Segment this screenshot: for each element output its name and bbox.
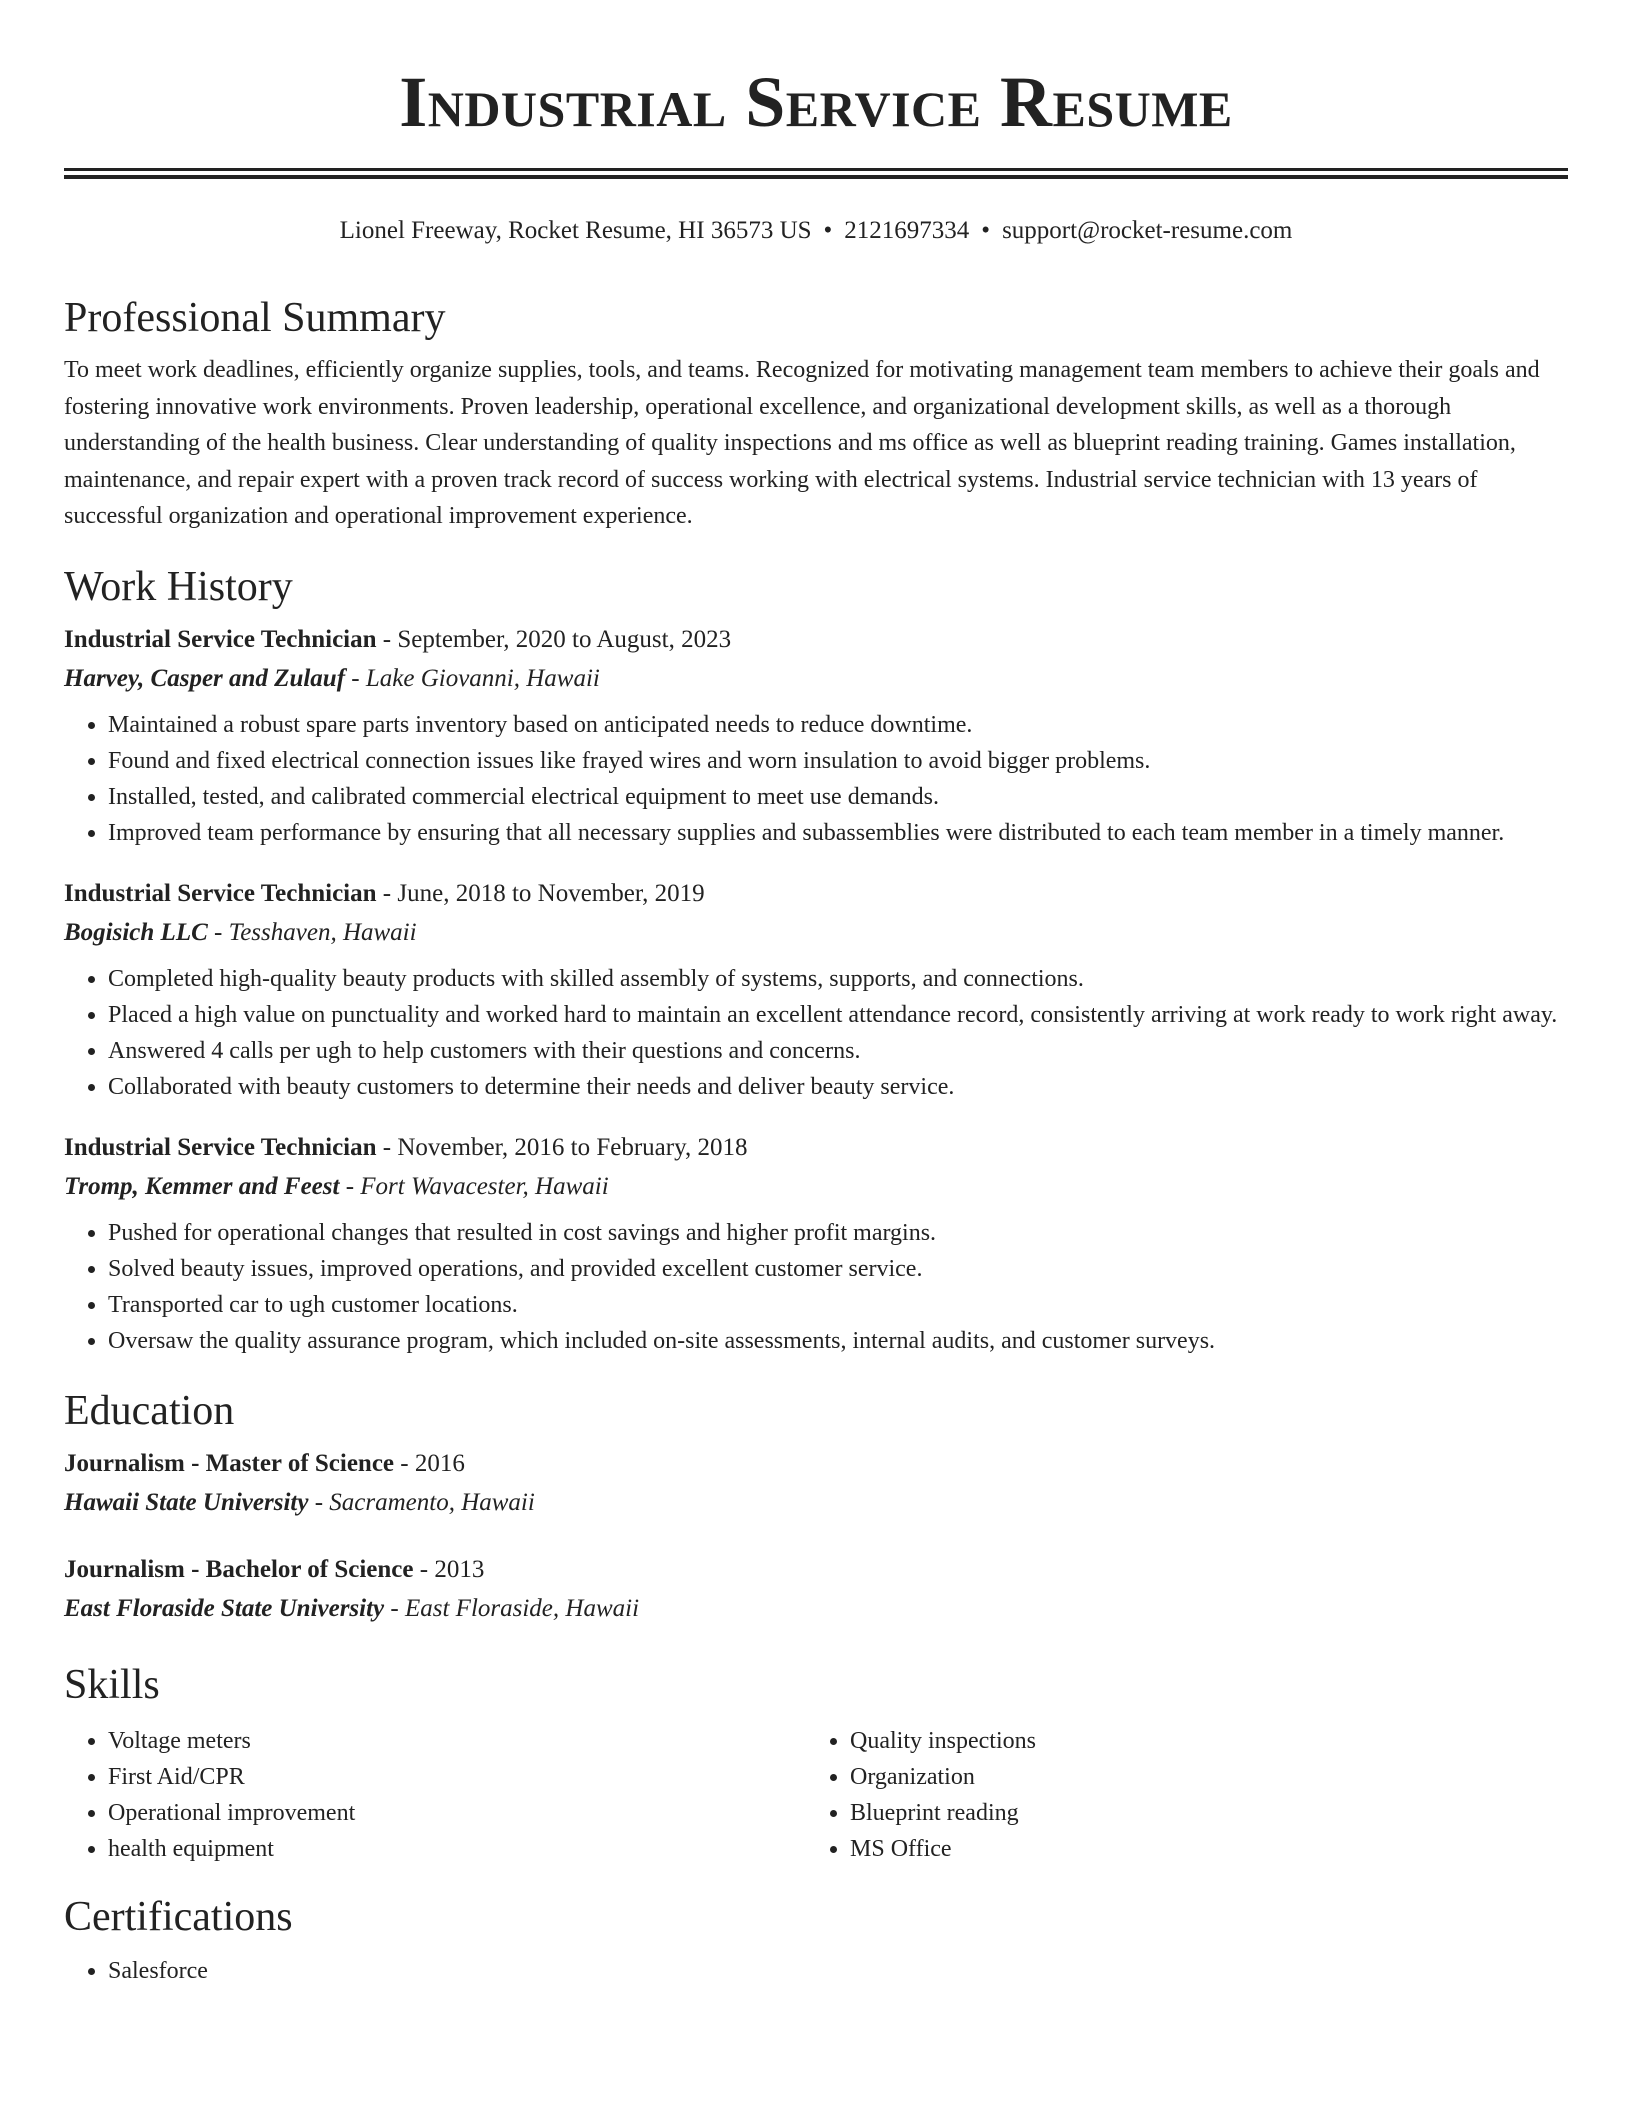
job-title: Industrial Service Technician <box>64 879 377 907</box>
degree-line <box>64 1551 1568 1589</box>
job-bullets <box>64 1215 1568 1359</box>
job-company-line <box>64 1167 1568 1207</box>
degree: Journalism - Master of Science <box>64 1449 395 1477</box>
skills-right-column <box>806 1723 1548 1867</box>
job-title: Industrial Service Technician <box>64 1133 377 1161</box>
education-heading: Education <box>64 1387 235 1434</box>
contact-phone: 2121697334 <box>844 217 970 244</box>
job-company-line <box>64 913 1568 953</box>
job-location: - Lake Giovanni, Hawaii <box>345 664 600 692</box>
job-location: - Fort Wavacester, Hawaii <box>339 1172 609 1200</box>
skill-item: • First Aid/CPR <box>108 1759 806 1795</box>
education-entry <box>64 1445 1568 1523</box>
certification-item: • Salesforce <box>108 1953 1568 1989</box>
job-bullet: • Oversaw the quality assurance program, which included on-site assessments, internal audits, and customer surveys. <box>108 1323 1568 1359</box>
contact-separator: • <box>823 217 833 244</box>
skills-columns <box>64 1719 1568 1867</box>
school-location: - East Floraside, Hawaii <box>384 1594 640 1622</box>
degree: Journalism - Bachelor of Science <box>64 1555 414 1583</box>
job-company: Tromp, Kemmer and Feest <box>64 1172 340 1200</box>
summary-heading: Professional Summary <box>64 295 446 341</box>
job-title-line <box>64 875 1568 913</box>
resume-content <box>64 290 1568 1989</box>
contact-address: Lionel Freeway, Rocket Resume, HI 36573 US <box>339 217 812 244</box>
contact-email: support@rocket-resume.com <box>1002 217 1293 244</box>
job-company: Harvey, Casper and Zulauf <box>64 664 346 692</box>
job-entry <box>64 875 1568 1105</box>
job-company: Bogisich LLC <box>64 918 208 946</box>
job-bullet: • Maintained a robust spare parts inventory based on anticipated needs to reduce downtime. <box>108 707 1568 743</box>
skill-item: • Operational improvement <box>108 1795 806 1831</box>
job-bullet: • Improved team performance by ensuring that all necessary supplies and subassemblies were distributed to each team member in a timely manner. <box>108 815 1568 851</box>
job-bullet: • Found and fixed electrical connection issues like frayed wires and worn insulation to avoid bigger problems. <box>108 743 1568 779</box>
job-dates: - November, 2016 to February, 2018 <box>376 1133 748 1161</box>
skill-item: • health equipment <box>108 1831 806 1867</box>
degree-year: - 2013 <box>413 1555 485 1583</box>
title-rule-top <box>64 168 1568 171</box>
skill-item: • MS Office <box>850 1831 1548 1867</box>
degree-line <box>64 1445 1568 1483</box>
job-title-line <box>64 1129 1568 1167</box>
job-bullet: • Solved beauty issues, improved operations, and provided excellent customer service. <box>108 1251 1568 1287</box>
summary-text: To meet work deadlines, efficiently organize supplies, tools, and teams. Recognized for motivating management team members to achieve their goals and fostering innovative work environments. Proven leadership, operational excellence, and organizational development skills, as well as a thorough understanding of the health business. Clear understanding of quality inspections and ms office as well as blueprint reading training. Games installation, maintenance, and repair expert with a proven track record of success working with electrical systems. Industrial service technician with 13 years of successful organization and operational improvement experience. <box>64 357 1540 529</box>
job-bullet: • Pushed for operational changes that resulted in cost savings and higher profit margins. <box>108 1215 1568 1251</box>
skills-left-column <box>64 1723 806 1867</box>
school-line <box>64 1483 1568 1523</box>
job-location: - Tesshaven, Hawaii <box>207 918 417 946</box>
contact-line <box>64 214 1568 248</box>
job-bullets <box>64 707 1568 851</box>
job-bullet: • Transported car to ugh customer locations. <box>108 1287 1568 1323</box>
job-bullet: • Completed high-quality beauty products with skilled assembly of systems, supports, and connections. <box>108 961 1568 997</box>
school: Hawaii State University <box>64 1488 309 1516</box>
school-line <box>64 1589 1568 1629</box>
skill-item: • Blueprint reading <box>850 1795 1548 1831</box>
job-title: Industrial Service Technician <box>64 625 377 653</box>
job-bullet: • Collaborated with beauty customers to determine their needs and deliver beauty service. <box>108 1069 1568 1105</box>
certifications-heading: Certifications <box>64 1893 293 1940</box>
job-dates: - September, 2020 to August, 2023 <box>376 625 732 653</box>
certifications-list <box>64 1953 1568 1989</box>
job-company-line <box>64 659 1568 699</box>
school: East Floraside State University <box>64 1594 385 1622</box>
job-bullets <box>64 961 1568 1105</box>
job-entry <box>64 621 1568 851</box>
page-title: Industrial Service Resume <box>399 62 1233 142</box>
title-rule-bottom <box>64 175 1568 179</box>
skill-item: • Voltage meters <box>108 1723 806 1759</box>
skill-item: • Quality inspections <box>850 1723 1548 1759</box>
education-entry <box>64 1551 1568 1629</box>
job-bullet: • Answered 4 calls per ugh to help customers with their questions and concerns. <box>108 1033 1568 1069</box>
job-bullet: • Installed, tested, and calibrated commercial electrical equipment to meet use demands. <box>108 779 1568 815</box>
skills-heading: Skills <box>64 1661 160 1708</box>
job-entry <box>64 1129 1568 1359</box>
school-location: - Sacramento, Hawaii <box>308 1488 535 1516</box>
job-dates: - June, 2018 to November, 2019 <box>376 879 705 907</box>
contact-separator: • <box>981 217 991 244</box>
job-bullet: • Placed a high value on punctuality and worked hard to maintain an excellent attendance record, consistently arriving at work ready to work right away. <box>108 997 1568 1033</box>
skill-item: • Organization <box>850 1759 1548 1795</box>
degree-year: - 2016 <box>394 1449 465 1477</box>
work-history-heading: Work History <box>64 563 293 610</box>
job-title-line <box>64 621 1568 659</box>
